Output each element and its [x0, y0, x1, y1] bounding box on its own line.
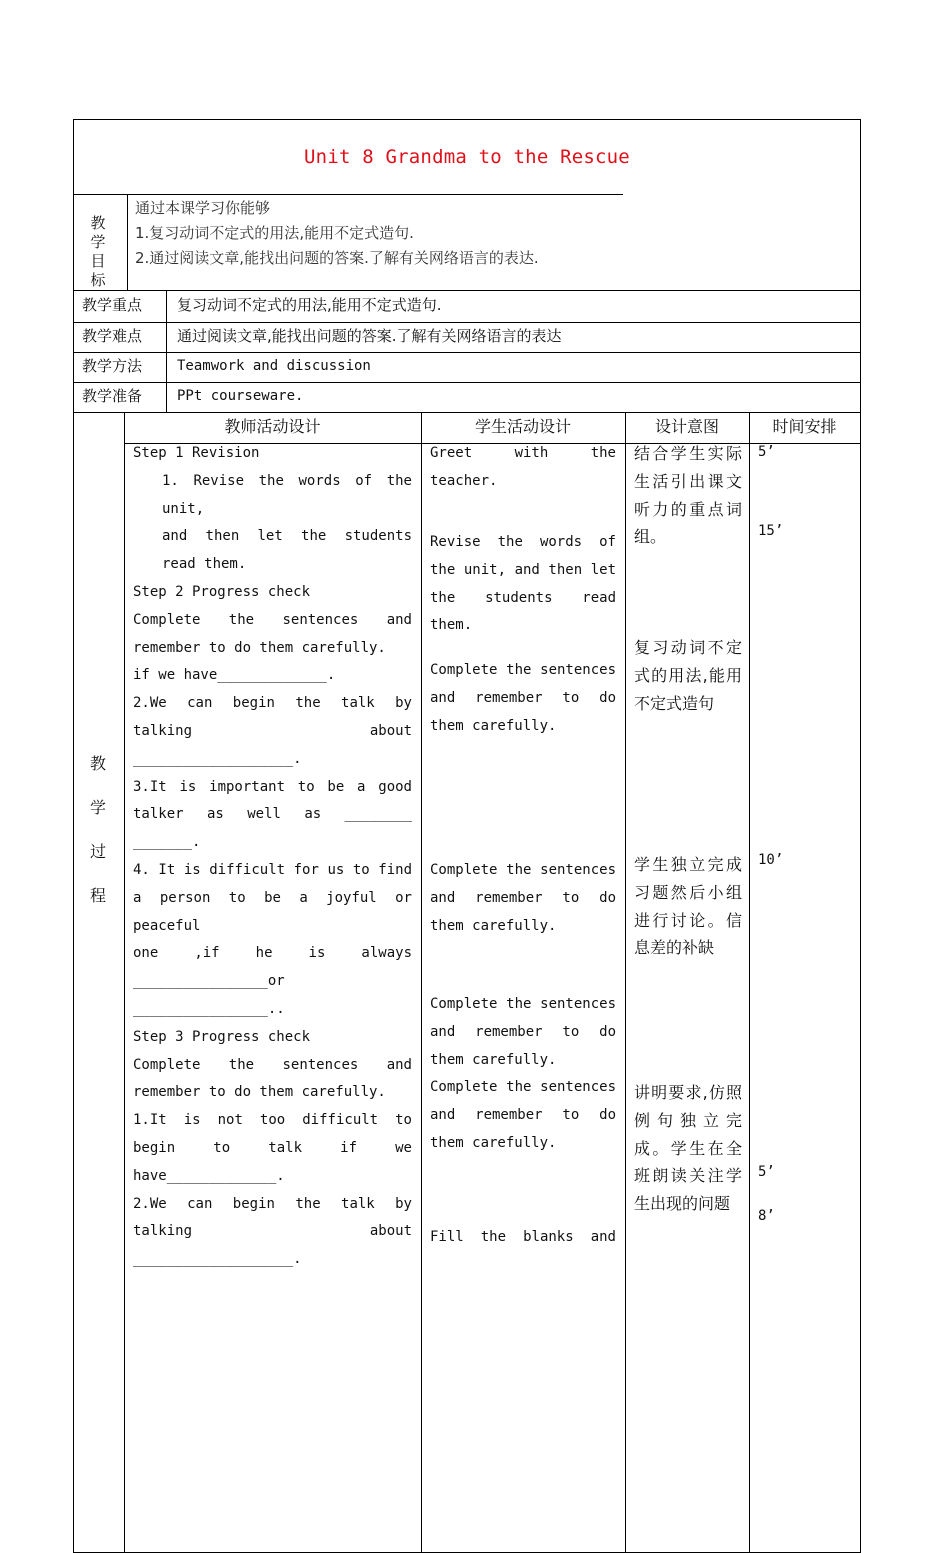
text-line: remember to do them carefully. — [133, 639, 386, 656]
text-line: and remember to do — [430, 1023, 616, 1040]
time-value: 10’ — [758, 852, 784, 868]
text-line: ________________or — [133, 973, 285, 990]
text-line: Fill the blanks and — [430, 1229, 616, 1245]
text-line: Complete the sentences and — [133, 1056, 412, 1073]
teacher-col-divider — [421, 413, 422, 1553]
intent-block-1: 结合学生实际生活引出课文听力的重点词组。 — [634, 444, 742, 547]
intent-block-3: 学生独立完成习题然后小组进行讨论。信息差的补缺 — [634, 855, 742, 958]
time-value: 8’ — [758, 1208, 775, 1224]
text-line: Revise the words of — [430, 534, 616, 550]
text-line: Step 1 Revision — [133, 445, 260, 461]
text-line: 1. Revise the words of the unit, — [162, 472, 412, 517]
text-line: Complete the sentences — [430, 996, 616, 1012]
header-intent: 设计意图 — [654, 417, 719, 436]
header-teacher: 教师活动设计 — [224, 417, 321, 436]
student-block — [430, 657, 616, 740]
student-block — [430, 440, 616, 496]
intent-block-2: 复习动词不定式的用法,能用不定式造句 — [634, 638, 742, 713]
student-block — [430, 991, 616, 1074]
text-line: Complete the sentences and — [133, 611, 412, 628]
text-line: remember to do them carefully. — [133, 1084, 386, 1101]
goals-item-2: 2.通过阅读文章,能找出问题的答案.了解有关网络语言的表达. — [135, 249, 539, 267]
text-line: and then let the students — [162, 528, 412, 545]
student-block — [430, 857, 616, 940]
text-line: the unit, and then let — [430, 561, 616, 578]
difficulty-label: 教学难点 — [82, 327, 143, 345]
intent-col-divider — [749, 413, 750, 1553]
goals-label: 教学目标 — [90, 214, 106, 289]
label-divider — [166, 290, 167, 413]
text-line: 2.We can begin the talk by — [133, 695, 412, 712]
student-block — [430, 1074, 616, 1157]
text-line: 2.We can begin the talk by — [133, 1195, 412, 1212]
goals-content — [135, 196, 539, 271]
student-block — [430, 529, 616, 640]
text-line: a person to be a joyful or — [133, 889, 412, 906]
text-line: 3.It is important to be a good — [133, 778, 412, 795]
text-line: begin to talk if we — [133, 1139, 412, 1156]
prep-value: PPt courseware. — [177, 388, 304, 404]
goals-divider — [127, 195, 128, 290]
rule-under-prep — [73, 412, 861, 413]
text-line: if we have_____________. — [133, 667, 336, 684]
text-line: 4. It is difficult for us to find — [133, 861, 412, 878]
student-block — [430, 1224, 616, 1252]
text-line: Step 3 Progress check — [133, 1028, 311, 1045]
text-line: _______. — [133, 834, 201, 851]
rule-under-title — [73, 194, 623, 195]
goals-item-1: 1.复习动词不定式的用法,能用不定式造句. — [135, 224, 414, 242]
prep-label: 教学准备 — [82, 387, 143, 405]
text-line: Complete the sentences — [430, 862, 616, 878]
method-label: 教学方法 — [82, 357, 143, 375]
intent-block-4: 讲明要求,仿照例句独立完成。学生在全班朗读关注学生出现的问题 — [634, 1083, 742, 1214]
text-line: ___________________. — [133, 1251, 302, 1268]
text-line: talker as well as ________ — [133, 806, 412, 823]
text-line: 1.It is not too difficult to — [133, 1112, 412, 1129]
goals-intro: 通过本课学习你能够 — [135, 199, 271, 217]
text-line: and remember to do — [430, 889, 616, 906]
student-col-divider — [625, 413, 626, 1553]
table-border-right — [860, 119, 861, 1553]
text-line: the students read — [430, 589, 616, 606]
text-line: them carefully. — [430, 917, 557, 934]
teacher-activities — [133, 440, 412, 1274]
page-title: Unit 8 Grandma to the Rescue — [304, 146, 630, 168]
text-line: them. — [430, 617, 473, 634]
text-line: and remember to do — [430, 1106, 616, 1123]
text-line: them carefully. — [430, 717, 557, 734]
time-value: 5’ — [758, 444, 775, 460]
difficulty-value: 通过阅读文章,能找出问题的答案.了解有关网络语言的表达 — [177, 327, 562, 345]
header-student: 学生活动设计 — [474, 417, 571, 436]
text-line: Greet with the — [430, 445, 616, 461]
header-time: 时间安排 — [772, 417, 837, 436]
text-line: Complete the sentences — [430, 662, 616, 678]
text-line: them carefully. — [430, 1051, 557, 1068]
focus-label: 教学重点 — [82, 296, 143, 314]
text-line: them carefully. — [430, 1134, 557, 1151]
text-line: talking about — [133, 1223, 412, 1240]
method-value: Teamwork and discussion — [177, 358, 371, 374]
text-line: ___________________. — [133, 750, 302, 767]
text-line: read them. — [162, 556, 247, 573]
text-line: one ,if he is always — [133, 945, 412, 962]
text-line: peaceful — [133, 917, 201, 934]
process-label: 教学过程 — [89, 754, 106, 905]
text-line: Complete the sentences — [430, 1079, 616, 1095]
process-label-divider — [124, 413, 125, 1553]
table-border-top — [73, 119, 861, 120]
focus-value: 复习动词不定式的用法,能用不定式造句. — [177, 296, 442, 314]
time-value: 15’ — [758, 523, 784, 539]
text-line: Step 2 Progress check — [133, 583, 311, 600]
text-line: teacher. — [430, 472, 498, 489]
table-border-left — [73, 119, 74, 1553]
text-line: and remember to do — [430, 689, 616, 706]
time-value: 5’ — [758, 1164, 775, 1180]
text-line: talking about — [133, 722, 412, 739]
text-line: have_____________. — [133, 1167, 285, 1184]
text-line: ________________.. — [133, 1000, 285, 1017]
